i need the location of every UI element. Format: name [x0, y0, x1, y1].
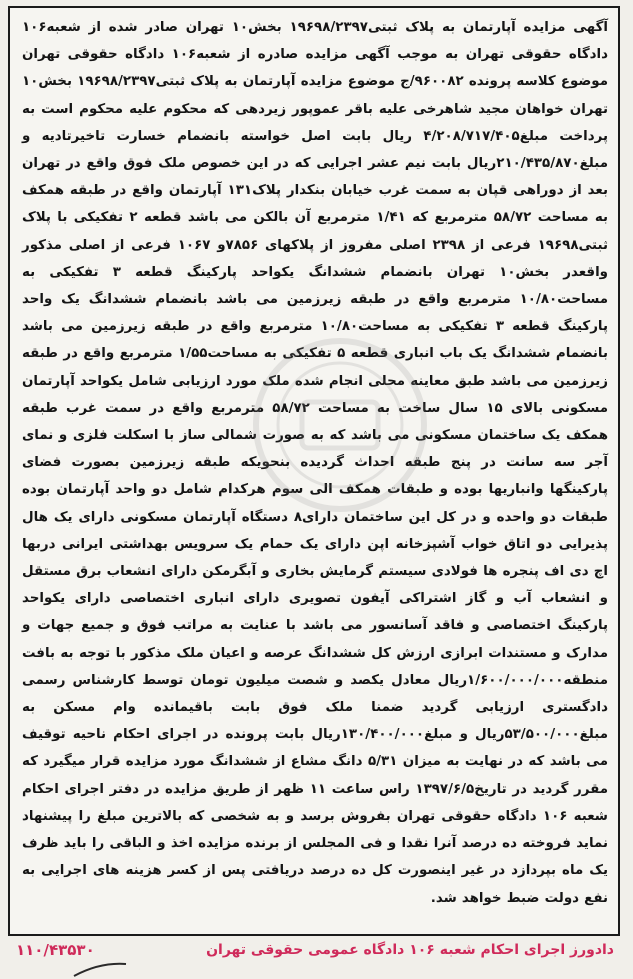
pen-stroke-icon: [70, 960, 130, 979]
notice-body: آگهی مزایده آپارتمان به پلاک ثبتی۱۹۶۹۸/۲۳۹۷ بخش۱۰ تهران صادر شده از شعبه۱۰۶ دادگاه حقوقی تهران به موجب آگهی مزایده صادره از شعبه۱۰۶ دادگاه حقوقی تهران موضوع کلاسه پرونده ۹۶۰۰۸۲/ج موضوع مزایده آپارتمان به پلاک ثبتی۱۹۶۹۸/۲۳۹۷ بخش۱۰ تهران خواهان مجید شاهرخی علیه باقر عموپور زیردهی که محکوم علیه محکوم است به پرداخت مبلغ۴/۲۰۸/۷۱۷/۴۰۵ ریال بابت اصل خواسته بانضمام خسارت تاخیرتادیه و مبلغ۲۱۰/۴۳۵/۸۷۰ریال بابت نیم عشر اجرایی که در این خصوص ملک فوق واقع در تهران بعد از دوراهی قپان به سمت غرب خیابان بنکدار پلاک۱۳۱ آپارتمان واقع در طبقه همکف به مساحت ۵۸/۷۲ مترمربع که ۱/۴۱ مترمربع آن بالکن می باشد قطعه ۲ تفکیکی با پلاک ثبتی۱۹۶۹۸ فرعی از ۲۳۹۸ اصلی مفروز از پلاکهای ۷۸۵۶و ۱۰۶۷ فرعی از اصلی مذکور واقعدر بخش۱۰ تهران بانضمام ششدانگ یکواحد پارکینگ قطعه ۳ تفکیکی به مساحت۱۰/۸۰ مترمربع واقع در طبقه زیرزمین می باشد بانضمام ششدانگ یک واحد پارکینگ قطعه ۳ تفکیکی به مساحت۱۰/۸۰ مترمربع واقع در طبقه زیرزمین می باشد بانضمام ششدانگ یک باب انباری قطعه ۵ تفکیکی به مساحت۱/۵۵ مترمربع واقع در طبقه زیرزمین می باشد طبق معاینه محلی انجام شده ملک مورد ارزیابی شامل یکواحد آپارتمان مسکونی بالای ۱۵ سال ساخت به مساحت ۵۸/۷۲ مترمربع واقع در سمت غرب طبقه همکف یک ساختمان مسکونی می باشد که به صورت شمالی ساز با اسکلت فلزی و نمای آجر سه سانت در پنج طبقه احداث گردیده بنحویکه طبقه زیرزمین بصورت فضای پارکینگها وانباریها بوده و طبقات همکف الی سوم هرکدام شامل دو واحد آپارتمان بوده طبقات دو واحده و در کل این ساختمان دارای۸ دستگاه آپارتمان مسکونی دارای یک هال پذیرایی دو اتاق خواب آشپزخانه اپن دارای یک حمام یک سرویس بهداشتی ایرانی دربها اچ دی اف پنجره ها فولادی سیستم گرمایش بخاری و آبگرمکن دارای انشعاب برق مستقل و انشعاب آب و گاز اشتراکی آیفون تصویری دارای انباری اختصاصی دارای یکواحد پارکینگ اختصاصی و فاقد آسانسور می باشد با عنایت به مراتب فوق و جمیع جهات و مدارک و مستندات ابرازی ارزش کل ششدانگ عرصه و اعیان ملک مذکور با توجه به بافت منطقه۱/۶۰۰/۰۰۰/۰۰۰ریال معادل یکصد و شصت میلیون تومان توسط کارشناس رسمی دادگستری ارزیابی گردید ضمنا ملک فوق بابت باقیمانده وام مسکن به مبلغ۵۳/۵۰۰/۰۰۰ریال و مبلغ۱۳۰/۴۰۰/۰۰۰ریال بابت پرونده در اجرای احکام ناحیه توقیف می باشد که در نهایت به میزان ۵/۳۱ دانگ مشاع از ششدانگ مورد مزایده قرار میگیرد که مقرر گردید در تاریخ۱۳۹۷/۶/۵ راس ساعت ۱۱ ظهر از طریق مزایده در دفتر اجرای احکام شعبه ۱۰۶ دادگاه حقوقی تهران بفروش برسد و به شخصی که بالاترین مبلغ را پیشنهاد نماید فروخته ده درصد آنرا نقدا و فی المجلس از برنده مزایده اخذ و الباقی را باید ظرف یک ماه بپردازد در غیر اینصورت کل ده درصد دریافتی پس از کسر هزینه های اجرایی به نفع دولت ضبط خواهد شد.: [22, 20, 609, 906]
notice-code: ۱۱۰/۴۳۵۳۰: [16, 941, 95, 959]
issuer-signature: دادورز اجرای احکام شعبه ۱۰۶ دادگاه عمومی حقوقی تهران: [206, 942, 614, 958]
auction-notice: [8, 6, 620, 936]
